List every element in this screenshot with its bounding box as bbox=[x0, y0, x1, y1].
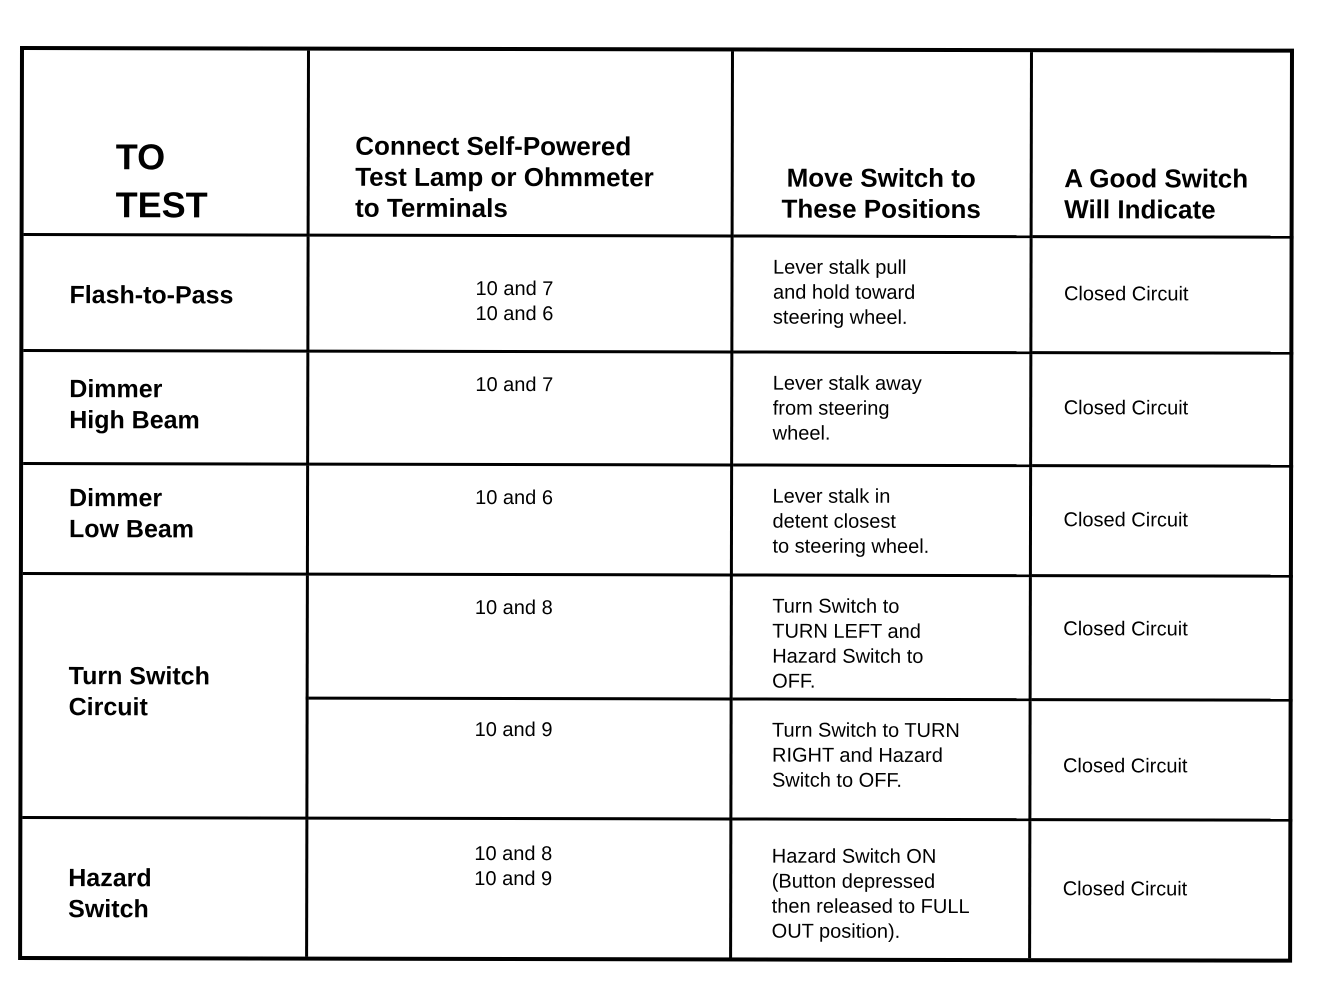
header-move-line1: Move Switch to bbox=[786, 162, 976, 193]
positions-line: detent closest bbox=[772, 510, 896, 533]
header-connect-line1: Connect Self-Powered bbox=[355, 130, 632, 161]
header-move-switch bbox=[732, 51, 1031, 236]
positions-line: then released to FULL bbox=[771, 895, 970, 918]
terminals-cell bbox=[307, 574, 731, 699]
positions-line: Lever stalk in bbox=[772, 485, 891, 508]
header-to-test-line2: TEST bbox=[115, 183, 208, 225]
terminals-line: 10 and 8 bbox=[474, 596, 553, 619]
header-move-line2: These Positions bbox=[781, 193, 981, 224]
positions-line: TURN LEFT and bbox=[772, 620, 921, 643]
terminals-cell bbox=[306, 698, 730, 819]
result-cell bbox=[1030, 352, 1293, 466]
header-to-test bbox=[24, 50, 308, 235]
positions-line: RIGHT and Hazard bbox=[771, 744, 943, 767]
terminals-line: 10 and 7 bbox=[475, 277, 554, 300]
table-row bbox=[22, 817, 1292, 959]
terminals-line: 10 and 7 bbox=[475, 373, 554, 396]
test-name-cell bbox=[23, 350, 307, 464]
result-cell bbox=[1029, 819, 1292, 959]
header-connect-terminals bbox=[308, 51, 732, 236]
header-good-switch bbox=[1031, 52, 1294, 237]
positions-line: OUT position). bbox=[771, 920, 901, 943]
positions-line: Turn Switch to bbox=[772, 595, 900, 618]
test-name-line2: Switch bbox=[68, 894, 149, 923]
test-name: Flash-to-Pass bbox=[69, 280, 234, 309]
header-connect-line3: to Terminals bbox=[355, 192, 508, 223]
positions-line: Turn Switch to TURN bbox=[772, 719, 960, 742]
test-name-cell bbox=[23, 463, 307, 574]
terminals-line: 10 and 9 bbox=[474, 867, 553, 890]
table-row bbox=[23, 350, 1293, 466]
result-text: Closed Circuit bbox=[1062, 877, 1188, 901]
positions-line: and hold toward bbox=[772, 281, 916, 304]
positions-cell bbox=[731, 464, 1030, 575]
positions-cell bbox=[731, 351, 1030, 465]
result-cell bbox=[1030, 465, 1293, 576]
result-text: Closed Circuit bbox=[1063, 397, 1189, 420]
result-text: Closed Circuit bbox=[1062, 754, 1188, 777]
table-row bbox=[23, 573, 1293, 700]
positions-line: OFF. bbox=[772, 670, 816, 693]
terminals-line: 10 and 6 bbox=[475, 302, 554, 325]
test-table bbox=[22, 50, 1294, 959]
test-name-cell bbox=[23, 234, 307, 351]
positions-line: Lever stalk pull bbox=[773, 256, 907, 279]
result-text: Closed Circuit bbox=[1063, 282, 1189, 305]
terminals-line: 10 and 8 bbox=[474, 842, 553, 865]
result-text: Closed Circuit bbox=[1063, 617, 1188, 640]
header-row bbox=[24, 50, 1294, 237]
test-name-cell bbox=[22, 817, 306, 957]
switch-test-table bbox=[18, 46, 1294, 963]
terminals-cell bbox=[307, 464, 731, 575]
terminals-cell bbox=[306, 818, 730, 958]
terminals-line: 10 and 6 bbox=[475, 486, 554, 509]
positions-line: (Button depressed bbox=[771, 870, 936, 893]
table-row bbox=[23, 463, 1293, 576]
terminals-cell bbox=[307, 235, 731, 352]
test-name-cell bbox=[22, 573, 307, 818]
test-name-line1: Dimmer bbox=[69, 483, 163, 512]
test-name-line2: Low Beam bbox=[68, 514, 195, 543]
result-cell bbox=[1029, 699, 1292, 820]
terminals-line: 10 and 9 bbox=[474, 718, 553, 741]
table-row bbox=[23, 234, 1293, 353]
positions-cell bbox=[730, 818, 1029, 958]
result-text: Closed Circuit bbox=[1063, 508, 1189, 531]
header-good-line2: Will Indicate bbox=[1064, 193, 1216, 225]
test-name-line1: Hazard bbox=[68, 863, 152, 892]
positions-line: Lever stalk away bbox=[772, 372, 922, 395]
test-name-line2: High Beam bbox=[69, 405, 200, 434]
positions-cell bbox=[731, 235, 1030, 352]
test-name-line2: Circuit bbox=[68, 692, 148, 721]
test-name-line1: Turn Switch bbox=[68, 661, 210, 690]
positions-line: Hazard Switch to bbox=[772, 645, 924, 668]
positions-line: steering wheel. bbox=[772, 306, 908, 329]
terminals-cell bbox=[307, 351, 731, 465]
test-name-line1: Dimmer bbox=[69, 374, 163, 403]
header-connect-line2: Test Lamp or Ohmmeter bbox=[355, 161, 654, 192]
header-to-test-line1: TO bbox=[115, 135, 166, 177]
positions-cell bbox=[731, 574, 1030, 699]
positions-line: Hazard Switch ON bbox=[771, 845, 937, 868]
header-good-line1: A Good Switch bbox=[1064, 162, 1249, 194]
positions-line: from steering bbox=[772, 397, 890, 420]
result-cell bbox=[1030, 575, 1293, 700]
positions-line: Switch to OFF. bbox=[771, 769, 903, 792]
positions-cell bbox=[730, 698, 1029, 819]
positions-line: wheel. bbox=[772, 422, 831, 445]
result-cell bbox=[1030, 236, 1293, 353]
positions-line: to steering wheel. bbox=[772, 535, 930, 558]
